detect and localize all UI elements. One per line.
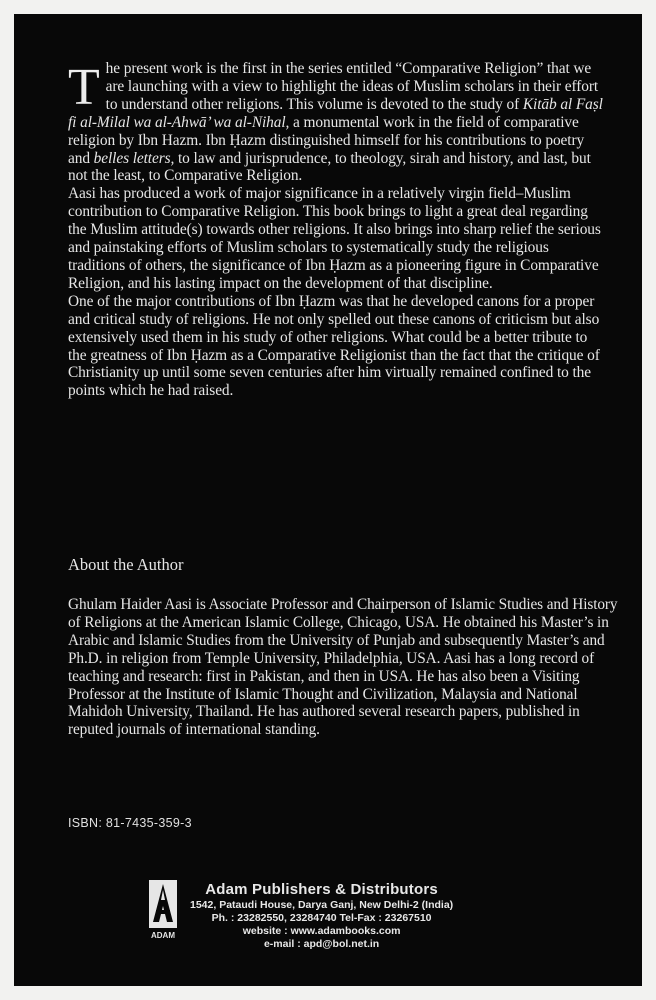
publisher-info [190,880,453,951]
italic-title-run: Kitāb al Faṣl fi al-Milal wa al-Ahwā’ wa al-Nihal, [68,95,603,131]
description-paragraph-3: One of the major contributions of Ibn Ḥazm was that he developed canons for a proper and critical study of religions. He not only spelled out these canons of criticism but also extensively used them in his study of other religions. What could be a better tribute to the greatness of Ibn Ḥazm as a Comparative Religionist than the fact that the critique of Christianity up until some seven centuries after him virtually remained confined to the points which he had raised. [68,292,600,400]
italic-title-run: belles letters, [93,149,175,167]
description-paragraph-2: Aasi has produced a work of major significance in a relatively virgin field–Muslim contribution to Comparative Religion. This book brings to light a great deal regarding the Muslim attitude(s) towards other religions. It also brings into sharp relief the serious and painstaking efforts of Muslim scholars to systematically study the religious traditions of others, the significance of Ibn Ḥazm as a pioneering figure in Comparative Religion, and his lasting impact on the development of that discipline. [68,185,601,292]
publisher-email: e-mail : apd@bol.net.in [263,938,380,950]
publisher-logo-icon [148,880,178,942]
book-description [68,60,608,400]
description-paragraph-1 [68,60,608,185]
logo-text: ADAM [151,931,175,940]
drop-cap: T [68,59,100,116]
author-bio: Ghulam Haider Aasi is Associate Professor and Chairperson of Islamic Studies and History of Religions at the American Islamic College, Chicago, USA. He obtained his Master’s in Arabic and Islamic Studies from the University of Punjab and subsequently Master’s and Ph.D. in religion from Temple University, Philadelphia, USA. Aasi has a long record of teaching and research: first in Pakistan, and then in USA. He has also been a Visiting Professor at the Institute of Islamic Thought and Civilization, Malaysia and National Mahidoh University, Thailand. He has authored several research papers, published in reputed journals of international standing. [68,596,618,739]
publisher-website: website : www.adambooks.com [242,925,401,937]
text-run: a monumental work in the field of comparative religion by Ibn Hazm. Ibn Ḥazm distinguished himself for his contributions to poetry and [68,113,585,167]
text-run: he present work is the first in the series entitled “Comparative Religion” that we are launching with a view to highlight the ideas of Muslim scholars in their effort to understand other religions. This volume is devoted to the study of [105,60,599,113]
publisher-address: 1542, Pataudi House, Darya Ganj, New Delhi-2 (India) [190,899,454,911]
back-cover [14,14,642,986]
text-run: to law and jurisprudence, to theology, sirah and history, and last, but not the least, to Comparative Religion. [68,149,591,185]
description-paragraph-1-text [68,60,603,184]
publisher-name: Adam Publishers & Distributors [205,881,438,898]
publisher-phone: Ph. : 23282550, 23284740 Tel-Fax : 23267510 [211,912,432,924]
isbn: ISBN: 81-7435-359-3 [68,816,192,830]
about-author-heading: About the Author [68,555,184,574]
